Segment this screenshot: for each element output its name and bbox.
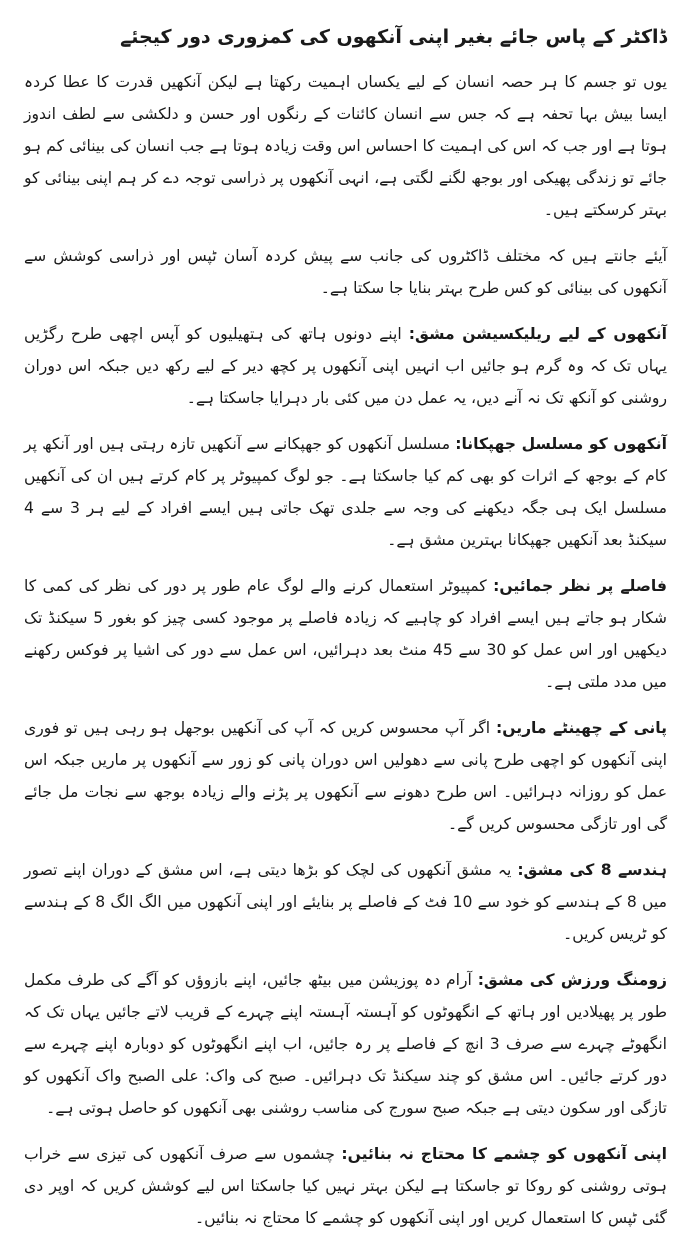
- tip-zooming-exercise: [24, 964, 667, 1124]
- tip-heading: آنکھوں کو مسلسل جھپکانا:: [455, 435, 667, 453]
- tip-relaxation-exercise: [24, 318, 667, 414]
- tip-water-splash: [24, 712, 667, 840]
- tip-body: مسلسل آنکھوں کو جھپکانے سے آنکھیں تازہ رہتی ہیں اور آنکھ پر کام کے بوجھ کے اثرات کو بھی کم کیا جاسکتا ہے۔ جو لوگ کمپیوٹر پر کام کرتے ہیں ان کی آنکھیں مسلسل ایک ہی جگہ دیکھنے کی وجہ سے جلدی تھک جاتی ہیں ایسے افراد کے لیے ہر 3 سے 4 سیکنڈ بعد آنکھیں جھپکانا بہترین مشق ہے۔: [24, 435, 667, 549]
- tip-avoid-glasses: [24, 1138, 667, 1234]
- tip-body: اگر آپ محسوس کریں کہ آپ کی آنکھیں بوجھل ہو رہی ہیں تو فوری اپنی آنکھوں کو اچھی طرح پانی سے دھولیں اس دوران پانی کو زور سے آنکھوں پر ماریں جبکہ اس عمل کو روزانہ دہرائیں۔ اس طرح دھونے سے آنکھوں پر پڑنے والے زیادہ بوجھ سے نجات مل جائے گی اور تازگی محسوس کریں گے۔: [24, 719, 667, 833]
- tip-heading: اپنی آنکھوں کو چشمے کا محتاج نہ بنائیں:: [341, 1145, 667, 1163]
- tip-heading: پانی کے چھینٹے ماریں:: [495, 719, 667, 737]
- tip-heading: فاصلے پر نظر جمائیں:: [493, 577, 667, 595]
- tip-heading: آنکھوں کے لیے ریلیکسیشن مشق:: [408, 325, 667, 343]
- tip-distance-focus: [24, 570, 667, 698]
- tip-body: چشموں سے صرف آنکھوں کی تیزی سے خراب ہوتی روشنی کو روکا تو جاسکتا ہے لیکن بہتر نہیں کیا جاسکتا اس لیے کوشش کریں کہ اوپر دی گئی ٹپس کا استعمال کریں اور اپنی آنکھوں کو چشمے کا محتاج نہ بنائیں۔: [24, 1145, 667, 1227]
- intro-paragraph-1: یوں تو جسم کا ہر حصہ انسان کے لیے یکساں اہمیت رکھتا ہے لیکن آنکھیں قدرت کا عطا کردہ ایسا بیش بہا تحفہ ہے کہ جس سے انسان کائنات کے رنگوں اور حسن و دلکشی سے لطف اندوز ہوتا ہے اور جب کہ اس کی اہمیت کا احساس اس وقت زیادہ ہوتا ہے جب انسان کی بینائی کم ہو جائے تو زندگی پھیکی اور بوجھ لگنے لگتی ہے، انہی آنکھوں پر ذراسی توجہ دے کر ہم اپنی بینائی کو بہتر کرسکتے ہیں۔: [24, 73, 667, 219]
- tip-heading: ہندسے 8 کی مشق:: [517, 861, 667, 879]
- tip-body: آرام دہ پوزیشن میں بیٹھ جائیں، اپنے بازوؤں کو آگے کی طرف مکمل طور پر پھیلادیں اور ہاتھ کے انگھوٹوں کو آہستہ آہستہ اپنے چہرے کے قریب لاتے جائیں یہاں تک کہ انگھوٹے چہرے سے صرف 3 انچ کے فاصلے پر رہ جائیں، اب اپنے انگھوٹوں کو دوبارہ اپنے چہرے سے دور کرتے جائیں۔ اس مشق کو چند سیکنڈ تک دہرائیں۔ صبح کی واک: علی الصبح واک آنکھوں کو تازگی اور سکون دیتی ہے جبکہ صبح سورج کی مناسب روشنی بھی آنکھوں کو حاصل ہوتی ہے۔: [24, 971, 668, 1117]
- intro-paragraph-2: آیئے جانتے ہیں کہ مختلف ڈاکٹروں کی جانب سے پیش کردہ آسان ٹپس اور ذراسی کوشش سے آنکھوں کی بینائی کو کس طرح بہتر بنایا جا سکتا ہے۔: [24, 247, 667, 297]
- tip-body: اپنے دونوں ہاتھ کی ہتھیلیوں کو آپس اچھی طرح رگڑیں یہاں تک کہ وہ گرم ہو جائیں اب انہیں اپنی آنکھوں پر کچھ دیر کے لیے رکھ دیں جبکہ اس دوران روشنی کو آنکھ تک نہ آنے دیں، یہ عمل دن میں کئی بار دہرایا جاسکتا ہے۔: [24, 325, 667, 407]
- tip-blinking: [24, 428, 667, 556]
- tip-body: یہ مشق آنکھوں کی لچک کو بڑھا دیتی ہے، اس مشق کے دوران اپنے تصور میں 8 کے ہندسے کو خود سے 10 فٹ کے فاصلے پر بنایئے اور اپنی آنکھوں میں الگ الگ 8 کے ہندسے کو ٹریس کریں۔: [24, 861, 667, 943]
- tip-heading: زومنگ ورزش کی مشق:: [477, 971, 667, 989]
- tip-body: کمپیوٹر استعمال کرنے والے لوگ عام طور پر دور کی نظر کی کمی کا شکار ہو جاتے ہیں ایسے افراد کو چاہیے کہ زیادہ فاصلے پر موجود کسی چیز کو بغور 5 سیکنڈ تک دیکھیں اور اس عمل کو 30 سے 45 منٹ بعد دہرائیں، اس عمل سے دور کی اشیا پر فوکس رکھنے میں مدد ملتی ہے۔: [24, 577, 668, 691]
- tip-figure-eight: [24, 854, 667, 950]
- article-title: ڈاکٹر کے پاس جائے بغیر اپنی آنکھوں کی کمزوری دور کیجئے: [120, 26, 667, 48]
